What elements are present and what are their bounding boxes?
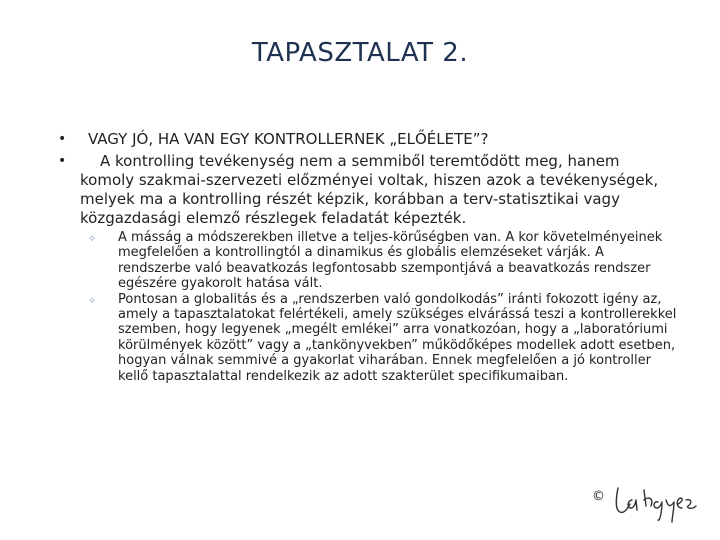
sub-bullet-text: A másság a módszerekben illetve a teljes-körűségben van. A kor követelményeinek megfelelően a kontrollingtól a dinamikus és globális elemzéseket várják. A rendszerbe való beavatkozás legfontosabb szempontjává a beavatkozás rendszer egészére gyakorolt hatása vált. [118,230,663,292]
copyright-symbol: © [592,489,605,504]
signature-image [588,470,712,526]
slide-title: TAPASZTALAT 2. [251,38,469,68]
sub-bullet-item [88,230,678,292]
sub-bullet-text: Pontosan a globalitás és a „rendszerben való gondolkodás” iránti fokozott igény az, amely a tapasztalatokat felértékeli, amely szükséges elvárássá teszi a kontrollerekkel szemben, hogy legyenek „megélt emlékei” arra vonatkozóan, hogy a „laboratóriumi körülmények között” vagy a „tankönyvekben” működőképes modellek adott esetben, hogyan válnak semmivé a gyakorlat viharában. Ennek megfelelően a jó kontroller kellő tapasztalattal rendelkezik az adott szakterület specifikumaiban. [118,291,677,384]
bullet-item [58,152,678,228]
sub-bullet-list [88,230,678,384]
bullet-text: A kontrolling tevékenység nem a semmiből teremtődött meg, hanem komoly szakmai-szervezeti előzményei voltak, hiszen azok a tevékenységek, melyek ma a kontrolling részét képzik, korábban a terv-statisztikai vagy közgazdasági elemző részlegek feladatát képezték. [80,152,659,227]
bullet-dot-icon: • [58,153,67,169]
bullet-item [58,130,678,149]
bullet-dot-icon: • [58,131,67,147]
diamond-bullet-icon: ✧ [88,295,97,307]
bullet-text: VAGY JÓ, HA VAN EGY KONTROLLERNEK „ELŐÉLETE”? [88,130,489,148]
bullet-list [58,130,678,384]
diamond-bullet-icon: ✧ [88,234,97,245]
sub-bullet-item [88,292,678,384]
